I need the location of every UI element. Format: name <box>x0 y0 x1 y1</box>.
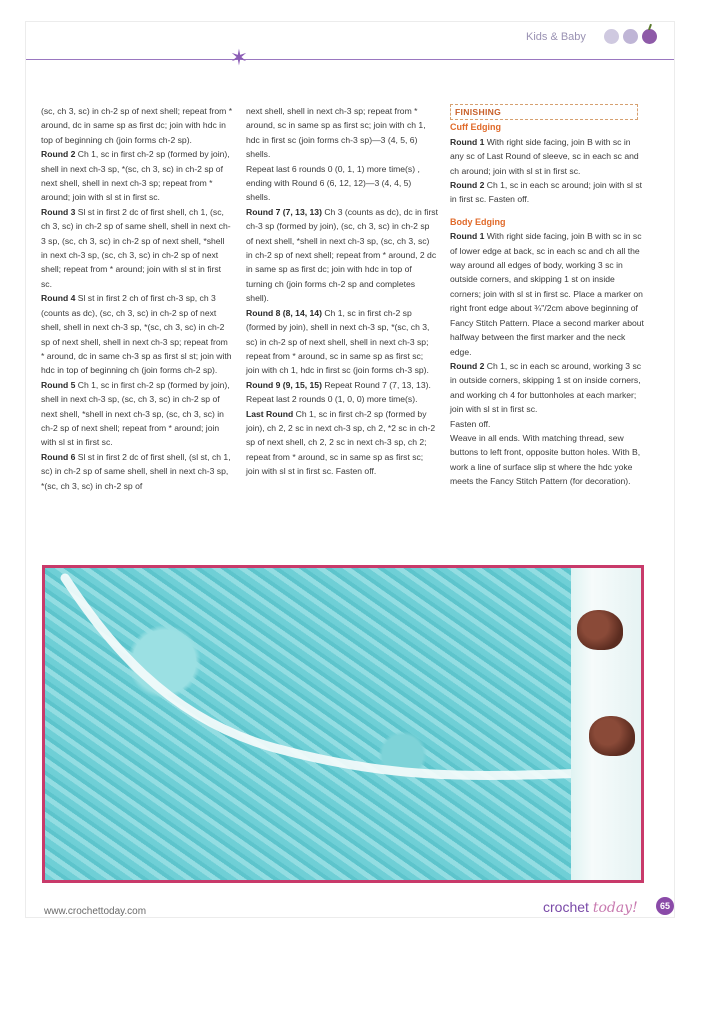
decor-dot-icon <box>604 29 619 44</box>
round-label: Round 2 <box>450 180 485 191</box>
instruction-text: Repeat last 6 rounds 0 (0, 1, 1) more time(s) , ending with Round 6 (6, 12, 12)—3 (4, 4, 5) shells. <box>246 163 420 203</box>
footer-brand <box>543 899 638 916</box>
col2-paragraph <box>246 306 438 378</box>
cuff-edging-title: Cuff Edging <box>450 122 501 133</box>
body-paragraph <box>450 431 645 489</box>
col2-paragraph <box>246 162 438 205</box>
instruction-text: Ch 1, sc in first ch-2 sp (formed by join), shell in next ch-3 sp, *(sc, ch 3, sc) in ch-2 sp of next shell, shell in next ch-3 sp; repeat from * around, sc in same sp as first sc; join with ch 1, hdc in first sc (join forms ch-3 sp). <box>246 307 430 376</box>
col2-paragraph <box>246 407 438 479</box>
instruction-text: Ch 3 (counts as dc), dc in first ch-3 sp (formed by join), (sc, ch 3, sc) in ch-2 sp of next shell, *shell in next ch-3 sp, (sc, ch 3, sc) in ch-2 sp of next shell; repeat from * around, 2 dc in same sp as first dc; join with hdc in top of turning ch (join forms ch-2 sp and completes shell). <box>246 206 438 304</box>
text-column-2 <box>246 104 438 479</box>
col1-paragraph <box>41 450 233 493</box>
text-column-3 <box>450 104 645 489</box>
round-label: Round 5 <box>41 379 76 390</box>
body-edging-title: Body Edging <box>450 216 506 227</box>
photo-yarn-line <box>45 568 641 880</box>
instruction-text: Ch 1, sc in first ch-2 sp (formed by join), shell in next ch-3 sp, *(sc, ch 3, sc) in ch-2 sp of next shell, shell in next ch-3 sp; repeat from * around; join with sl st in first sc. <box>41 149 230 203</box>
instruction-text: Repeat Round 7 (7, 13, 13). <box>321 379 431 390</box>
decor-dot-icon <box>623 29 638 44</box>
col2-paragraph <box>246 205 438 306</box>
body-paragraph <box>450 229 645 359</box>
round-label: Round 2 <box>41 149 76 160</box>
round-label: Last Round <box>246 408 294 419</box>
col1-paragraph <box>41 291 233 377</box>
round-label: Round 4 <box>41 293 76 304</box>
instruction-text: Ch 1, sc in each sc around, working 3 sc in outside corners, skipping 1 st on inside corners, and working ch 4 for buttonholes at each marker; join with sl st in first sc. <box>450 360 642 415</box>
body-paragraph <box>450 359 645 417</box>
dog-button-icon <box>577 610 623 650</box>
instruction-text: Weave in all ends. With matching thread, sew buttons to left front, opposite button holes. With B, work a line of surface slip st where the hdc yoke meets the Fancy Stitch Pattern (for decoration). <box>450 432 641 487</box>
instruction-text: Ch 1, sc in each sc around; join with sl st in first sc. Fasten off. <box>450 180 642 205</box>
col1-paragraph <box>41 147 233 205</box>
round-label: Round 9 (9, 15, 15) <box>246 379 322 390</box>
instruction-text: With right side facing, join B with sc in sc of lower edge at back, sc in each sc and ch all the way around all edges of body, working 3 sc in outside corners, and skipping 1 st on inside corners; join with sl st in first sc. Place a marker on right front edge about ¾"/2cm above beginning of Fancy Stitch Pattern. Place a second marker about halfway between the first marker and the neck edge. <box>450 231 644 357</box>
col2-paragraph <box>246 104 438 162</box>
col2-paragraph <box>246 378 438 392</box>
instruction-text: Ch 1, sc in first ch-2 sp (formed by join), shell in next ch-3 sp, (sc, ch 3, sc) in ch-2 sp of next shell, *shell in next ch-3 sp, (sc, ch 3, sc) in ch-2 sp of next shell; repeat from * around; join with sl st in first sc. <box>41 379 230 448</box>
brand-crochet: crochet <box>543 899 589 915</box>
finishing-heading: FINISHING <box>450 104 638 120</box>
round-label: Round 8 (8, 14, 14) <box>246 307 322 318</box>
col1-paragraph <box>41 205 233 291</box>
dog-button-icon <box>589 716 635 756</box>
footer-url: www.crochettoday.com <box>44 906 147 917</box>
header-divider <box>26 59 674 60</box>
cuff-paragraph <box>450 178 645 207</box>
round-label: Round 7 (7, 13, 13) <box>246 206 322 217</box>
col1-paragraph <box>41 104 233 147</box>
instruction-text: Fasten off. <box>450 418 491 429</box>
instruction-text: next shell, shell in next ch-3 sp; repeat from * around, sc in same sp as first sc; join with ch 1, hdc in first sc (join forms ch-3 sp)—3 (4, 5, 6) shells. <box>246 106 426 160</box>
body-paragraph <box>450 417 645 431</box>
col2-paragraph <box>246 392 438 406</box>
round-label: Round 1 <box>450 231 485 242</box>
round-label: Round 3 <box>41 206 76 217</box>
sweater-detail-photo <box>42 565 644 883</box>
cuff-paragraph <box>450 135 645 178</box>
page-number: 65 <box>656 897 674 915</box>
magazine-page <box>26 22 674 917</box>
decor-apple-icon <box>642 29 657 44</box>
instruction-text: Sl st in first 2 dc of first shell, (sl st, ch 1, sc) in ch-2 sp of same shell, shell in next ch-3 sp, *(sc, ch 3, sc) in ch-2 sp of <box>41 451 231 491</box>
instruction-text: (sc, ch 3, sc) in ch-2 sp of next shell; repeat from * around, dc in same sp as first dc; join with hdc in top of beginning ch (join forms ch-2 sp). <box>41 106 233 145</box>
round-label: Round 1 <box>450 136 485 147</box>
text-column-1 <box>41 104 233 493</box>
round-label: Round 2 <box>450 360 485 371</box>
star-icon: ✶ <box>229 45 249 70</box>
col1-paragraph <box>41 378 233 450</box>
round-label: Round 6 <box>41 451 76 462</box>
instruction-text: Sl st in first 2 dc of first shell, ch 1, (sc, ch 3, sc) in ch-2 sp of same shell, shell in next ch-3 sp, (sc, ch 3, sc) in ch-2 sp of next shell, *shell in next ch-3 sp, (sc, ch 3, sc) in ch-2 sp of next shell; repeat from * around; join with sl st in first sc. <box>41 206 231 289</box>
instruction-text: Ch 1, sc in first ch-2 sp (formed by join), ch 2, 2 sc in next ch-3 sp, ch 2, *2 sc in ch-2 sp of next shell, ch 2, 2 sc in next ch-3 sp, ch 2; repeat from * around, sc in same sp as first sc; join with sl st in first sc. Fasten off. <box>246 408 436 477</box>
instruction-text: Sl st in first 2 ch of first ch-3 sp, ch 3 (counts as dc), (sc, ch 3, sc) in ch-2 sp of next shell, shell in next ch-3 sp, *(sc, ch 3, sc) in ch-2 sp of next shell, shell in next ch-3 sp; repeat from * around, dc in same ch-3 sp as first sl st; join with hdc in top of beginning ch (join forms ch-2 sp). <box>41 293 232 376</box>
instruction-text: Repeat last 2 rounds 0 (1, 0, 0) more time(s). <box>246 394 418 405</box>
brand-today: today! <box>592 900 638 916</box>
section-label: Kids & Baby <box>526 31 586 43</box>
instruction-text: With right side facing, join B with sc in any sc of Last Round of sleeve, sc in each sc and ch around; join with sl st in first sc. <box>450 136 639 176</box>
